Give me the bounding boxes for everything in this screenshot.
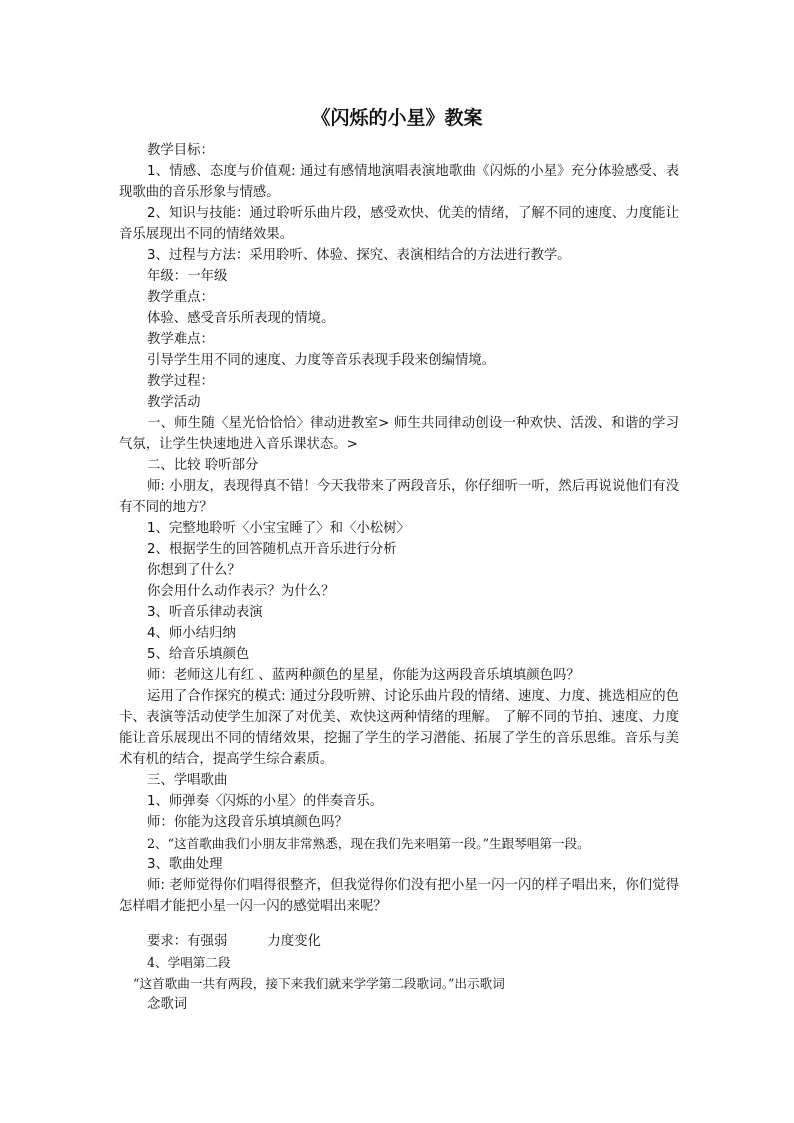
requirement-label: 要求：有强弱 bbox=[147, 934, 228, 949]
paragraph-step-4-quote: “这首歌曲一共有两段，接下来我们就来学学第二段歌词。”出示歌词 bbox=[133, 976, 505, 991]
paragraph-section-2-heading: 二、比较 聆听部分 bbox=[147, 458, 259, 473]
paragraph-process-heading: 教学过程： bbox=[147, 374, 214, 389]
paragraph-objectives-heading: 教学目标： bbox=[147, 143, 214, 158]
paragraph-song-step-1: 1、师弹奏〈闪烁的小星〉的伴奏音乐。 bbox=[147, 794, 384, 809]
paragraph-step-2: 2、根据学生的回答随机点开音乐进行分析 bbox=[147, 542, 397, 557]
requirement-extra: 力度变化 bbox=[267, 934, 321, 949]
paragraph-song-step-2: 2、“这首歌曲我们小朋友非常熟悉，现在我们先来唱第一段。”生跟琴唱第一段。 bbox=[147, 836, 590, 851]
paragraph-requirement bbox=[119, 931, 679, 952]
paragraph-song-step-3: 3、歌曲处理 bbox=[147, 857, 223, 872]
paragraph-recite: 念歌词 bbox=[147, 997, 188, 1012]
paragraph-objective-3: 3、过程与方法：采用聆听、体验、探究、表演相结合的方法进行教学。 bbox=[147, 248, 571, 263]
paragraph-activity-heading: 教学活动 bbox=[147, 395, 201, 410]
paragraph-song-step-4: 4、学唱第二段 bbox=[147, 955, 231, 970]
paragraph-reflection: 运用了合作探究的模式: 通过分段听辨、讨论乐曲片段的情绪、速度、力度、挑选相应的色卡、表演等活动使学生加深了对优美、欢快这两种情绪的理解。 了解不同的节拍、速度、力度能让音乐展现出不同的情绪效果，挖掘了学生的学习潜能、拓展了学生的音乐思维。音乐与美术有机的结合，提高学生综合素质。 bbox=[119, 689, 679, 767]
paragraph-question-1: 你想到了什么？ bbox=[147, 563, 241, 578]
paragraph-question-2: 你会用什么动作表示？为什么？ bbox=[147, 584, 335, 599]
paragraph-difficulty-heading: 教学难点： bbox=[147, 332, 214, 347]
paragraph-step-3: 3、听音乐律动表演 bbox=[147, 605, 263, 620]
paragraph-grade: 年级：一年级 bbox=[147, 269, 228, 284]
paragraph-teacher-feedback: 师: 老师觉得你们唱得很整齐，但我觉得你们没有把小星一闪一闪的样子唱出来，你们觉得怎样唱才能把小星一闪一闪的感觉唱出来呢？ bbox=[119, 878, 679, 914]
paragraph-section-1: 一、师生随〈星光恰恰恰〉律动进教室> 师生共同律动创设一种欢快、活泼、和谐的学习气氛，让学生快速地进入音乐课状态。> bbox=[119, 416, 679, 452]
paragraph-key-point-heading: 教学重点： bbox=[147, 290, 214, 305]
paragraph-teacher-fill-color: 师：你能为这段音乐填填颜色吗？ bbox=[147, 815, 348, 830]
paragraph-teacher-colors: 师：老师这儿有红 、蓝两种颜色的星星，你能为这两段音乐填填颜色吗？ bbox=[147, 668, 580, 683]
paragraph-teacher-intro: 师: 小朋友，表现得真不错！今天我带来了两段音乐，你仔细听一听，然后再说说他们有没有不同的地方？ bbox=[119, 479, 679, 515]
paragraph-step-5: 5、给音乐填颜色 bbox=[147, 647, 250, 662]
paragraph-step-4: 4、师小结归纳 bbox=[147, 626, 236, 641]
page-title: 《闪烁的小星》教案 bbox=[311, 107, 483, 129]
document-body bbox=[119, 140, 679, 1015]
paragraph-key-point: 体验、感受音乐所表现的情境。 bbox=[147, 311, 335, 326]
paragraph-objective-1: 1、情感、态度与价值观: 通过有感情地演唱表演地歌曲《闪烁的小星》充分体验感受、表现歌曲的音乐形象与情感。 bbox=[119, 164, 679, 200]
paragraph-section-3-heading: 三、学唱歌曲 bbox=[147, 773, 228, 788]
paragraph-difficulty: 引导学生用不同的速度、力度等音乐表现手段来创编情境。 bbox=[147, 353, 496, 368]
paragraph-step-1: 1、完整地聆听〈小宝宝睡了〉和〈小松树〉 bbox=[147, 521, 410, 536]
paragraph-objective-2: 2、知识与技能：通过聆听乐曲片段，感受欢快、优美的情绪，了解不同的速度、力度能让音乐展现出不同的情绪效果。 bbox=[119, 206, 679, 242]
